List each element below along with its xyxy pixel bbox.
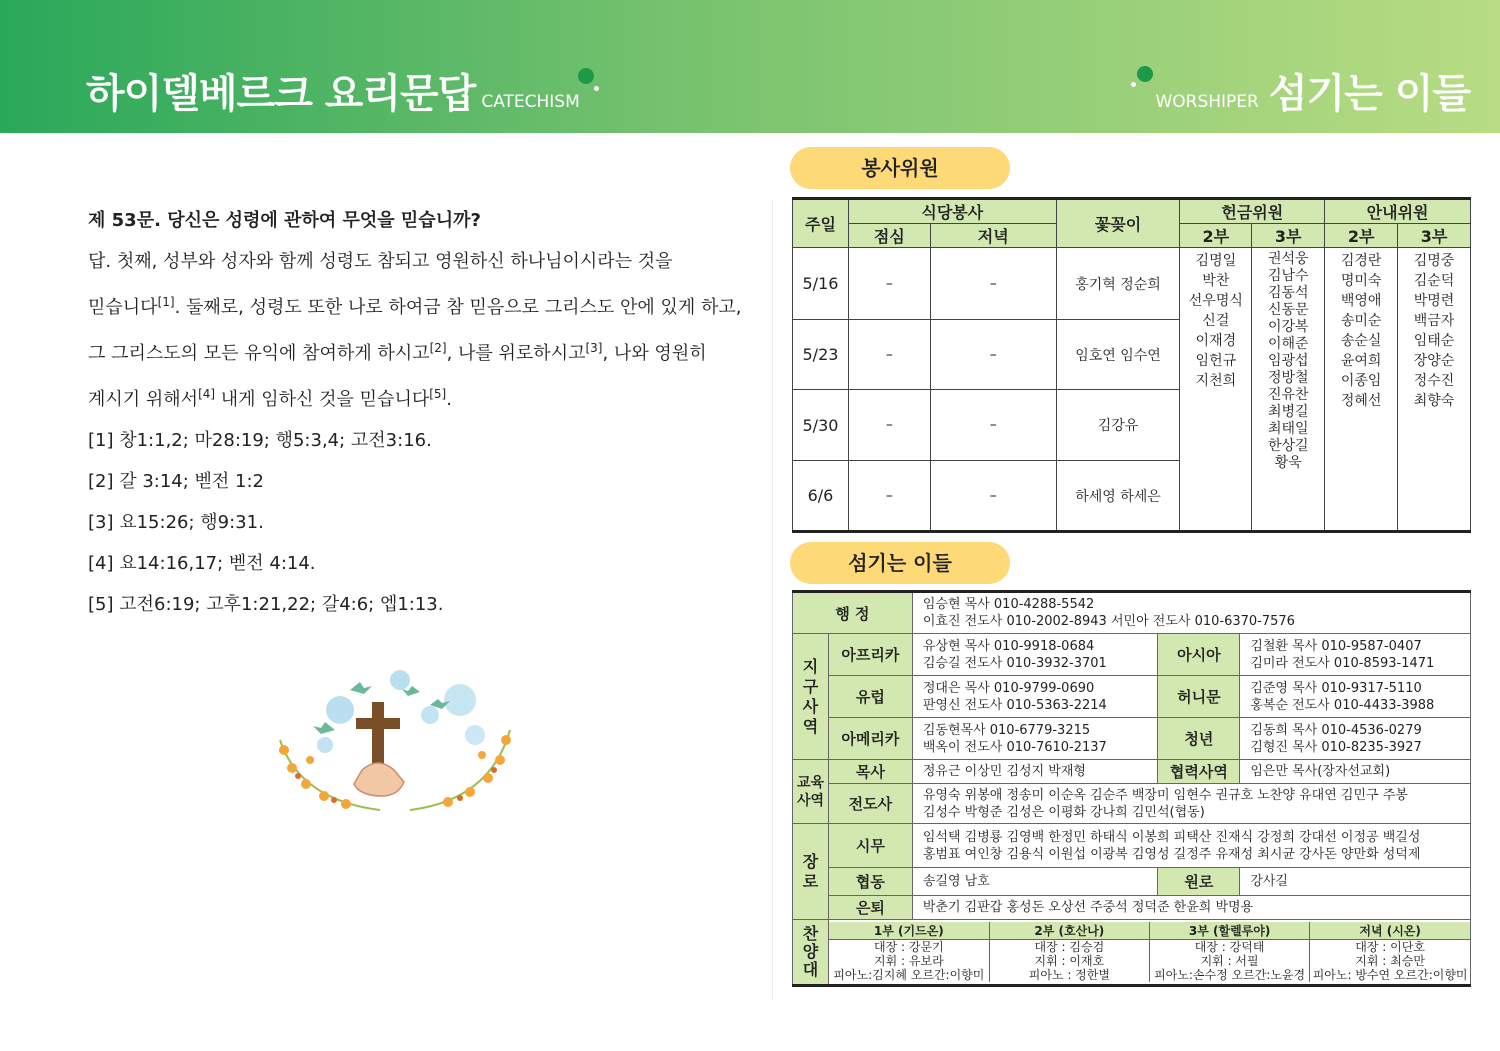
header-guide: 안내위원 <box>1325 199 1471 224</box>
catechism-title <box>86 62 580 119</box>
servants-heading: 섬기는 이들 <box>790 542 1010 584</box>
guide-2-names: 김경란 명미숙 백영애 송미순 송순실 윤여희 이종임 정혜선 <box>1325 248 1398 532</box>
reference-4: [4] 요14:16,17; 벧전 4:14. <box>88 553 316 574</box>
retired-elders-label: 은퇴 <box>828 896 912 920</box>
header-banner <box>0 0 1500 133</box>
dinner-cell: – <box>930 390 1056 461</box>
white-dot-icon <box>594 86 599 91</box>
regional-ministry-label: 지구사역 <box>793 634 829 760</box>
header-guide-2: 2부 <box>1325 224 1398 248</box>
offering-3-names: 권석웅 김남수 김동석 신동문 이강복 이해준 임광섭 정방철 진유찬 최병길 최태일 한상길 황욱 <box>1252 248 1325 532</box>
pastor-names: 정유근 이상민 김성지 박재형 <box>912 760 1158 784</box>
reference-3: [3] 요15:26; 행9:31. <box>88 512 264 533</box>
footnote-2: [2] <box>429 341 447 355</box>
header-cafeteria: 식당봉사 <box>848 199 1056 224</box>
reference-1: [1] 창1:1,2; 마28:19; 행5:3,4; 고전3:16. <box>88 430 432 451</box>
education-ministry-label: 교육사역 <box>793 760 829 824</box>
header-guide-3: 3부 <box>1398 224 1471 248</box>
asia-label: 아시아 <box>1158 634 1240 676</box>
volunteers-heading: 봉사위원 <box>790 147 1010 189</box>
date-cell: 5/23 <box>793 320 849 390</box>
dinner-cell: – <box>930 461 1056 532</box>
green-dot-icon <box>1137 66 1153 82</box>
active-elders-label: 시무 <box>828 824 912 868</box>
footnote-3: [3] <box>585 341 603 355</box>
america-label: 아메리카 <box>828 718 912 760</box>
table-row <box>793 248 1471 320</box>
elders-label: 장로 <box>793 824 829 920</box>
worshiper-subtitle: WORSHIPER <box>1155 92 1259 112</box>
header-flowers: 꽃꽂이 <box>1056 199 1180 248</box>
hinimun-contacts: 김준영 목사 010-9317-5110 홍복순 전도사 010-4433-3988 <box>1240 676 1471 718</box>
choir-members: 대장 : 강문기 지휘 : 유보라 피아노:김지혜 오르간:이향미 <box>829 940 989 983</box>
answer-line-3: 그 그리스도의 모든 유익에 참여하게 하시고[2], 나를 위로하시고[3], 나와 영원히 <box>88 341 707 364</box>
catechism-title-text: 하이델베르크 요리문답 <box>86 71 476 117</box>
dinner-cell: – <box>930 248 1056 320</box>
lunch-cell: – <box>848 461 930 532</box>
catechism-subtitle: CATECHISM <box>481 92 580 112</box>
assoc-elders-label: 협동 <box>828 868 912 896</box>
catechism-body <box>88 200 758 625</box>
offering-2-names: 김명일 박찬 선우명식 신걸 이재경 임헌규 지천희 <box>1180 248 1252 532</box>
guide-3-names: 김명중 김순덕 박명련 백금자 임태순 장양순 정수진 최향숙 <box>1398 248 1471 532</box>
asia-contacts: 김철환 목사 010-9587-0407 김미라 전도사 010-8593-1471 <box>1240 634 1471 676</box>
choir-name: 저녁 (시온) <box>1310 922 1470 940</box>
lunch-cell: – <box>848 248 930 320</box>
pastor-label: 목사 <box>828 760 912 784</box>
choir-members: 대장 : 강덕태 지휘 : 서필 피아노:손수정 오르간:노윤경 <box>1149 940 1309 983</box>
evangelist-label: 전도사 <box>828 784 912 824</box>
america-contacts: 김동현목사 010-6779-3215 백옥이 전도사 010-7610-2137 <box>912 718 1158 760</box>
date-cell: 5/30 <box>793 390 849 461</box>
lunch-cell: – <box>848 390 930 461</box>
retired-elders-names: 박춘기 김판갑 홍성돈 오상선 주중석 정덕준 한윤희 박명용 <box>912 896 1470 920</box>
choir-members: 대장 : 김승검 지휘 : 이재호 피아노 : 정한별 <box>989 940 1149 983</box>
answer-line-2: 믿습니다[1]. 둘째로, 성령도 또한 나로 하여금 참 믿음으로 그리스도 안에 있게 하고, <box>88 295 742 318</box>
date-cell: 5/16 <box>793 248 849 320</box>
africa-label: 아프리카 <box>828 634 912 676</box>
column-divider <box>772 200 773 1000</box>
europe-contacts: 정대은 목사 010-9799-0690 판영신 전도사 010-5363-2214 <box>912 676 1158 718</box>
choir-name: 2부 (호산나) <box>989 922 1149 940</box>
coop-names: 임은만 목사(장자선교회) <box>1240 760 1471 784</box>
africa-contacts: 유상현 목사 010-9918-0684 김승길 전도사 010-3932-3701 <box>912 634 1158 676</box>
header-dinner: 저녁 <box>930 224 1056 248</box>
header-offering-3: 3부 <box>1252 224 1325 248</box>
answer-line-1: 답. 첫째, 성부와 성자와 함께 성령도 참되고 영원하신 하나님이시라는 것을 <box>88 251 673 272</box>
header-lunch: 점심 <box>848 224 930 248</box>
footnote-5: [5] <box>429 387 447 401</box>
emeritus-elder-label: 원로 <box>1158 868 1240 896</box>
choir-name: 3부 (할렐루야) <box>1149 922 1309 940</box>
header-offering-2: 2부 <box>1180 224 1252 248</box>
evangelist-names: 유영숙 위봉애 정송미 이순옥 김순주 백장미 임현수 권규호 노찬양 유대연 김민구 주봉 김성수 박형준 김성은 이평화 강나희 김민석(협동) <box>912 784 1470 824</box>
choir-label: 찬양대 <box>793 920 829 986</box>
answer-line-4: 계시기 위해서[4] 내게 임하신 것을 믿습니다[5]. <box>88 387 452 410</box>
emeritus-elder-names: 강사길 <box>1240 868 1471 896</box>
flowers-cell: 김강유 <box>1056 390 1180 461</box>
choir-name: 1부 (기드온) <box>829 922 989 940</box>
choir-members: 대장 : 이단호 지휘 : 최승만 피아노: 방수연 오르간:이향미 <box>1310 940 1470 983</box>
footnote-1: [1] <box>157 295 175 309</box>
europe-label: 유럽 <box>828 676 912 718</box>
volunteers-table <box>792 197 1471 533</box>
choir-block <box>828 920 1470 986</box>
reference-2: [2] 갈 3:14; 벧전 1:2 <box>88 471 265 492</box>
footnote-4: [4] <box>198 387 216 401</box>
lunch-cell: – <box>848 320 930 390</box>
hinimun-label: 허니문 <box>1158 676 1240 718</box>
reference-5: [5] 고전6:19; 고후1:21,22; 갈4:6; 엡1:13. <box>88 594 444 615</box>
green-dot-icon <box>578 68 594 84</box>
admin-contacts: 임승현 목사 010-4288-5542 이효진 전도사 010-2002-8943 서민아 전도사 010-6370-7576 <box>912 592 1470 634</box>
worshiper-title <box>1155 62 1470 119</box>
dinner-cell: – <box>930 320 1056 390</box>
youth-label: 청년 <box>1158 718 1240 760</box>
date-cell: 6/6 <box>793 461 849 532</box>
header-offering: 헌금위원 <box>1180 199 1325 224</box>
youth-contacts: 김동희 목사 010-4536-0279 김형진 목사 010-8235-3927 <box>1240 718 1471 760</box>
active-elders-names: 임석택 김병룡 김영백 한정민 하태식 이봉희 피택산 진재식 강정희 강대선 이정공 백길성 홍범표 여인창 김용식 이원섭 이광복 김영성 길정주 유재성 최시균 강사돈 양만화 성덕제 <box>912 824 1470 868</box>
servants-table <box>792 590 1471 987</box>
header-day: 주일 <box>793 199 849 248</box>
flowers-cell: 임호연 임수연 <box>1056 320 1180 390</box>
flowers-cell: 홍기혁 정순희 <box>1056 248 1180 320</box>
catechism-question: 제 53문. 당신은 성령에 관하여 무엇을 믿습니까? <box>88 210 481 231</box>
admin-label: 행 정 <box>793 592 913 634</box>
cross-hands-doves-flowers-icon <box>270 660 520 820</box>
worshiper-title-text: 섬기는 이들 <box>1268 71 1470 117</box>
white-dot-icon <box>1131 82 1136 87</box>
flowers-cell: 하세영 하세은 <box>1056 461 1180 532</box>
coop-label: 협력사역 <box>1158 760 1240 784</box>
assoc-elders-names: 송길영 남호 <box>912 868 1158 896</box>
